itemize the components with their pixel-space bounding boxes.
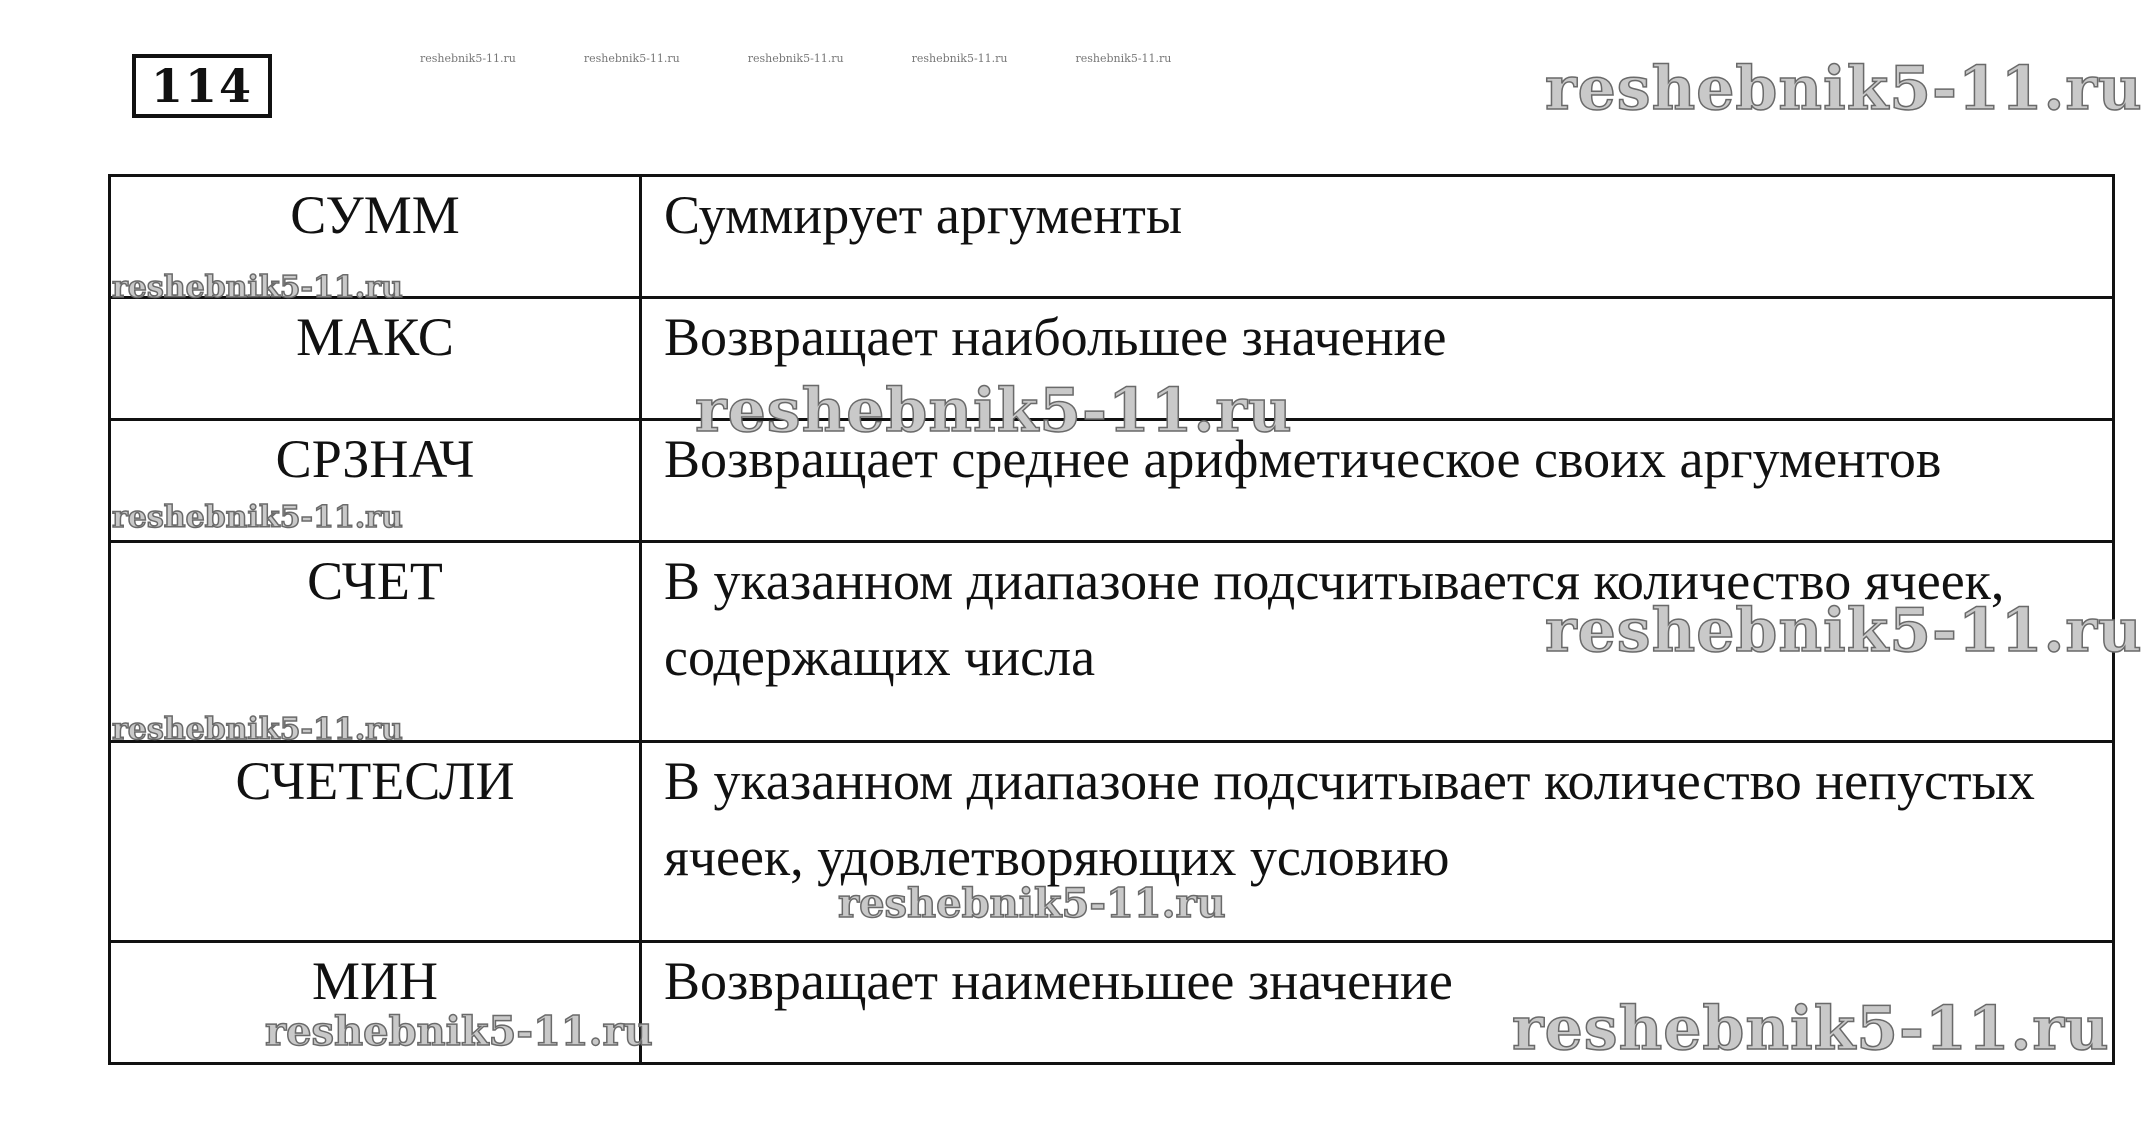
watermark: reshebnik5-11.ru: [1512, 994, 2110, 1064]
function-description-cell: В указанном диапазоне подсчитывает количество непустых ячеек, удовлетворяющих условию: [641, 742, 2114, 942]
function-description-cell: Возвращает наибольшее значение: [641, 298, 2114, 420]
watermark: reshebnik5-11.ru: [695, 376, 1293, 446]
table-row: [110, 742, 2114, 942]
watermark: reshebnik5-11.ru: [838, 880, 1226, 927]
table-row: [110, 298, 2114, 420]
function-description-cell: Возвращает среднее арифметическое своих аргументов: [641, 420, 2114, 542]
watermark: reshebnik5-11.ru: [112, 712, 403, 747]
table-row: [110, 420, 2114, 542]
table-row: [110, 542, 2114, 742]
function-name-cell: СУММ: [110, 176, 641, 298]
watermark: reshebnik5-11.ru: [265, 1008, 653, 1055]
small-watermark: reshebnik5-11.ru: [747, 52, 844, 65]
small-watermarks: [420, 52, 1171, 65]
small-watermark: reshebnik5-11.ru: [583, 52, 680, 65]
function-description-cell: В указанном диапазоне подсчитывается количество ячеек, содержащих числа: [641, 542, 2114, 742]
functions-table: [108, 174, 2115, 1065]
watermark: reshebnik5-11.ru: [112, 500, 403, 535]
function-description-cell: Суммирует аргументы: [641, 176, 2114, 298]
task-number-box: [132, 54, 272, 118]
table-row: [110, 942, 2114, 1064]
watermark: reshebnik5-11.ru: [1545, 596, 2143, 666]
function-description-cell: Возвращает наименьшее значение: [641, 942, 2114, 1064]
task-number: 114: [150, 59, 254, 113]
small-watermark: reshebnik5-11.ru: [420, 52, 516, 65]
small-watermark: reshebnik5-11.ru: [911, 52, 1008, 65]
function-name-cell: МИН: [110, 942, 641, 1064]
function-name-cell: СРЗНАЧ: [110, 420, 641, 542]
watermark: reshebnik5-11.ru: [1545, 54, 2143, 124]
small-watermark: reshebnik5-11.ru: [1075, 52, 1172, 65]
watermark: reshebnik5-11.ru: [112, 270, 403, 305]
function-name-cell: СЧЕТЕСЛИ: [110, 742, 641, 942]
function-name-cell: МАКС: [110, 298, 641, 420]
table-row: [110, 176, 2114, 298]
function-name-cell: СЧЕТ: [110, 542, 641, 742]
